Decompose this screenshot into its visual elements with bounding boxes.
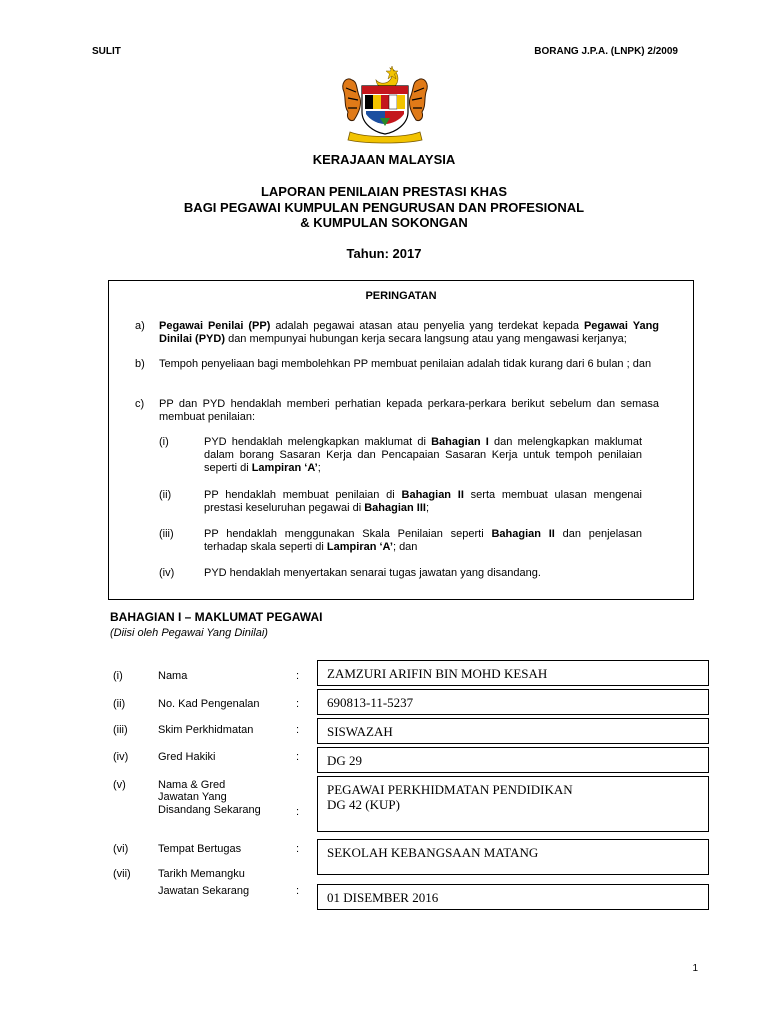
warning-item-c: PP dan PYD hendaklah memberi perhatian kepada perkara-perkara berikut sebelum dan semasa membuat penilaian: bbox=[159, 398, 659, 423]
warning-marker-c-iv: (iv) bbox=[159, 567, 175, 579]
colon: : bbox=[296, 698, 300, 710]
label-nama: Nama bbox=[158, 670, 188, 682]
section-subtitle: (Diisi oleh Pegawai Yang Dinilai) bbox=[110, 627, 268, 639]
warning-box bbox=[108, 280, 694, 600]
row-number: (v) bbox=[113, 779, 126, 791]
warning-item-c-i: PYD hendaklah melengkapkan maklumat di Bahagian I dan melengkapkan maklumat dalam borang Sasaran Kerja dan Pencapaian Sasaran Kerja untuk tempoh penilaian seperti di Lampiran ‘A’; bbox=[204, 436, 643, 474]
row-number: (iv) bbox=[113, 751, 129, 763]
field-current-post[interactable] bbox=[317, 776, 709, 832]
label-current-post-line-3: Disandang Sekarang bbox=[158, 804, 261, 816]
field-current-post-line-1: PEGAWAI PERKHIDMATAN PENDIDIKAN bbox=[327, 782, 573, 797]
coat-of-arms-icon bbox=[336, 62, 434, 144]
warning-item-a: Pegawai Penilai (PP) adalah pegawai atasan atau penyelia yang terdekat kepada Pegawai Yang Dinilai (PYD) dan mempunyai hubungan kerja secara langsung atau yang mengawasi kerjanya; bbox=[159, 320, 660, 345]
field-acting-date[interactable]: 01 DISEMBER 2016 bbox=[317, 884, 709, 910]
report-title-line-2: BAGI PEGAWAI KUMPULAN PENGURUSAN DAN PROFESIONAL bbox=[183, 200, 585, 215]
label-acting-date-line-2: Jawatan Sekarang bbox=[158, 885, 250, 897]
colon: : bbox=[296, 670, 300, 682]
colon: : bbox=[296, 724, 300, 736]
page-number: 1 bbox=[692, 963, 698, 974]
label-workplace: Tempat Bertugas bbox=[158, 843, 242, 855]
report-title-line-1: LAPORAN PENILAIAN PRESTASI KHAS bbox=[260, 184, 508, 199]
report-year: Tahun: 2017 bbox=[346, 246, 422, 261]
field-nama[interactable]: ZAMZURI ARIFIN BIN MOHD KESAH bbox=[317, 660, 709, 686]
warning-marker-c-ii: (ii) bbox=[159, 489, 172, 501]
field-workplace[interactable]: SEKOLAH KEBANGSAAN MATANG bbox=[317, 839, 709, 875]
warning-marker-a: a) bbox=[135, 320, 145, 332]
label-ic-number: No. Kad Pengenalan bbox=[158, 698, 260, 710]
label-acting-date-line-1: Tarikh Memangku bbox=[158, 868, 245, 880]
row-number: (ii) bbox=[113, 698, 126, 710]
warning-marker-c-iii: (iii) bbox=[159, 528, 174, 540]
field-scheme[interactable]: SISWAZAH bbox=[317, 718, 709, 744]
report-title-line-3: & KUMPULAN SOKONGAN bbox=[300, 215, 468, 230]
report-year-value: 2017 bbox=[392, 246, 422, 261]
field-ic-number[interactable]: 690813-11-5237 bbox=[317, 689, 709, 715]
field-current-post-line-2: DG 42 (KUP) bbox=[327, 797, 400, 812]
label-scheme: Skim Perkhidmatan bbox=[158, 724, 254, 736]
warning-marker-c-i: (i) bbox=[159, 436, 169, 448]
row-number: (vii) bbox=[113, 868, 131, 880]
colon: : bbox=[296, 843, 300, 855]
colon: : bbox=[296, 885, 300, 897]
colon: : bbox=[296, 751, 300, 763]
label-current-post-line-1: Nama & Gred bbox=[158, 779, 226, 791]
classification-label: SULIT bbox=[92, 46, 121, 57]
label-current-post-line-2: Jawatan Yang bbox=[158, 791, 227, 803]
warning-item-c-ii: PP hendaklah membuat penilaian di Bahagian II serta membuat ulasan mengenai prestasi keseluruhan pegawai di Bahagian III; bbox=[204, 489, 642, 514]
government-title: KERAJAAN MALAYSIA bbox=[312, 152, 456, 167]
row-number: (i) bbox=[113, 670, 123, 682]
warning-item-c-iv: PYD hendaklah menyertakan senarai tugas jawatan yang disandang. bbox=[204, 567, 541, 579]
warning-item-c-iii: PP hendaklah menggunakan Skala Penilaian seperti Bahagian II dan penjelasan terhadap skala seperti di Lampiran ‘A’; dan bbox=[204, 528, 642, 553]
section-title: BAHAGIAN I – MAKLUMAT PEGAWAI bbox=[110, 610, 323, 624]
warning-item-b: Tempoh penyeliaan bagi membolehkan PP membuat penilaian adalah tidak kurang dari 6 bulan ; dan bbox=[159, 358, 652, 370]
row-number: (vi) bbox=[113, 843, 129, 855]
label-grade: Gred Hakiki bbox=[158, 751, 216, 763]
row-number: (iii) bbox=[113, 724, 128, 736]
warning-marker-b: b) bbox=[135, 358, 145, 370]
warning-heading: PERINGATAN bbox=[365, 290, 437, 302]
form-code: BORANG J.P.A. (LNPK) 2/2009 bbox=[534, 46, 678, 57]
field-grade[interactable]: DG 29 bbox=[317, 747, 709, 773]
colon: : bbox=[296, 806, 300, 818]
warning-marker-c: c) bbox=[135, 398, 145, 410]
